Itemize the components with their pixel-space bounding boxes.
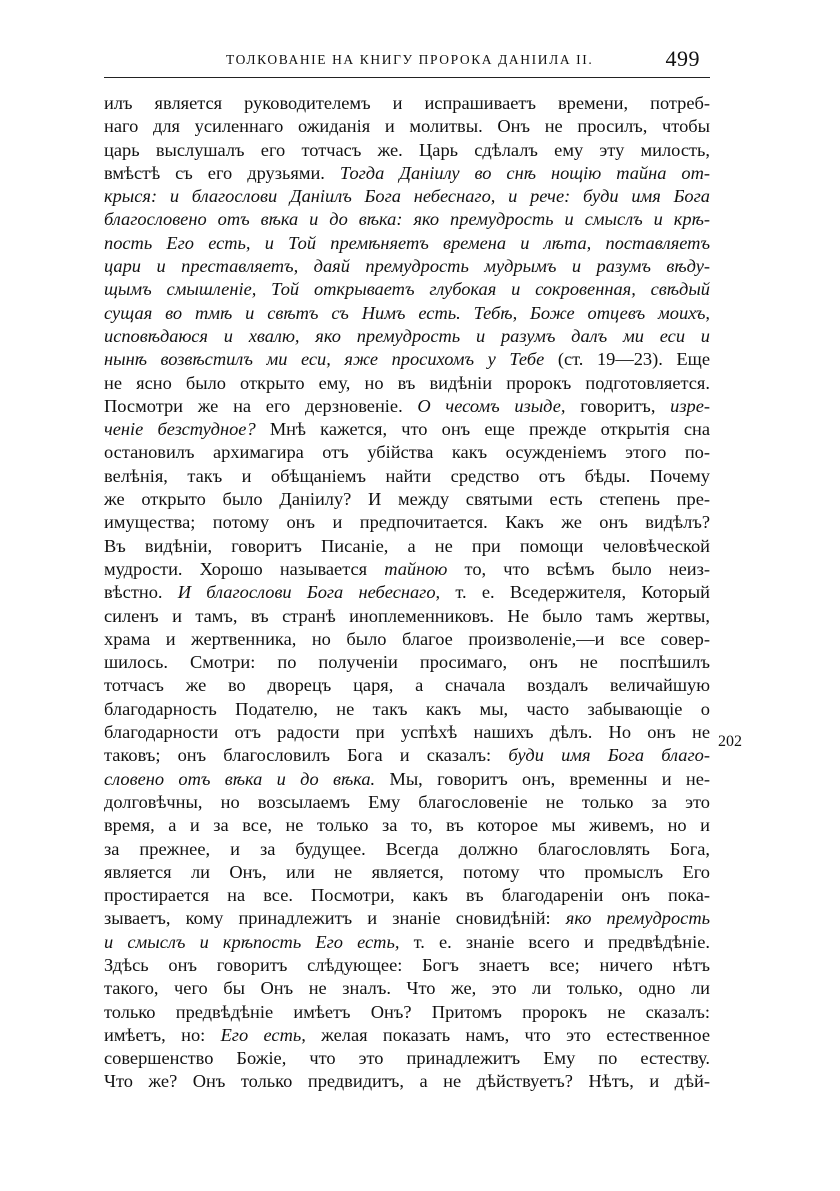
text-segment: храма и жертвенника, но было благое произволеніе,—и все совер- — [104, 628, 710, 649]
text-line — [104, 861, 710, 884]
text-segment: то, что всѣмъ было неиз- — [447, 558, 711, 579]
text-segment: такого, чего бы Онъ не зналъ. Что же, это ли только, одно ли — [104, 978, 710, 999]
italic-text-segment: Его есть, — [220, 1024, 306, 1045]
text-line — [104, 791, 710, 814]
text-line — [104, 395, 710, 418]
text-line — [104, 185, 710, 208]
page-number: 499 — [665, 46, 700, 71]
text-line — [104, 302, 710, 325]
text-segment: совершенство Божіе, что это принадлежитъ Ему по естеству. — [104, 1048, 710, 1069]
text-line — [104, 348, 710, 371]
text-line — [104, 814, 710, 837]
text-segment: вмѣстѣ съ его друзьями. — [104, 162, 340, 183]
text-segment: долговѣчны, но возсылаемъ Ему благословеніе не только за это — [104, 791, 710, 812]
text-line — [104, 628, 710, 651]
text-line — [104, 744, 710, 767]
margin-note: 202 — [718, 733, 742, 750]
italic-text-segment: словено отъ вѣка и до вѣка. — [104, 768, 376, 789]
text-line — [104, 535, 710, 558]
text-segment: желая показать намъ, что это естественное — [305, 1024, 710, 1045]
text-line — [104, 698, 710, 721]
text-line — [104, 581, 710, 604]
italic-text-segment: буди имя Бога благо- — [508, 745, 710, 766]
italic-text-segment: О чесомъ изыде, — [417, 395, 566, 416]
text-line — [104, 1001, 710, 1024]
text-line — [104, 558, 710, 581]
text-line — [104, 884, 710, 907]
italic-text-segment: яко премудрость — [565, 908, 710, 929]
italic-text-segment: И благослови Бога небеснаго, — [177, 582, 441, 603]
text-segment: (ст. 19—23). Еще — [544, 349, 710, 370]
body-text — [104, 92, 710, 1094]
text-line — [104, 1070, 710, 1093]
text-segment: говоритъ, — [565, 395, 671, 416]
text-segment: Мнѣ кажется, что онъ еще прежде открытія сна — [255, 419, 710, 440]
text-segment: таковъ; онъ благословилъ Бога и сказалъ: — [104, 745, 509, 766]
text-line — [104, 441, 710, 464]
text-line — [104, 605, 710, 628]
text-line — [104, 931, 710, 954]
text-line — [104, 232, 710, 255]
text-line — [104, 954, 710, 977]
text-segment: силенъ и тамъ, въ странѣ иноплеменниковъ. Не было тамъ жертвы, — [104, 605, 710, 626]
italic-text-segment: благословено отъ вѣка и до вѣка: яко премудрость и смыслъ и крѣ- — [104, 209, 710, 230]
text-line — [104, 674, 710, 697]
text-line — [104, 92, 710, 115]
text-line — [104, 418, 710, 441]
italic-text-segment: крыся: и благослови Даніилъ Бога небеснаго, и рече: буди имя Бога — [104, 186, 710, 207]
text-line — [104, 1047, 710, 1070]
text-segment: благодарность Подателю, не такъ какъ мы, часто забывающіе о — [104, 698, 710, 719]
text-segment: Здѣсь онъ говоритъ слѣдующее: Богъ знаетъ все; ничего нѣтъ — [104, 954, 710, 975]
text-line — [104, 208, 710, 231]
text-line — [104, 768, 710, 791]
italic-text-segment: щымъ смышленіе, Той открываетъ глубокая и сокровенная, свѣдый — [104, 279, 710, 300]
text-line — [104, 278, 710, 301]
text-segment: остановилъ архимагира отъ убійства какъ осужденіемъ этого по- — [104, 442, 710, 463]
text-segment: время, а и за все, не только за то, въ которое мы живемъ, но и — [104, 815, 710, 836]
text-segment: же открыто было Даніилу? И между святыми есть степень пре- — [104, 489, 710, 510]
text-segment: является ли Онъ, или не является, потому что промыслъ Его — [104, 861, 710, 882]
text-line — [104, 162, 710, 185]
text-segment: за прежнее, и за будущее. Всегда должно благословлять Бога, — [104, 838, 710, 859]
text-line — [104, 907, 710, 930]
italic-text-segment: нынѣ возвѣстилъ ми еси, яже просихомъ у Тебе — [104, 349, 545, 370]
italic-text-segment: цари и преставляетъ, даяй премудрость мудрымъ и разумъ вѣду- — [104, 256, 710, 277]
text-line — [104, 115, 710, 138]
text-segment: наго для усиленнаго ожиданія и молитвы. Онъ не просилъ, чтобы — [104, 116, 710, 137]
text-segment: мудрости. Хорошо называется — [104, 558, 385, 579]
text-line — [104, 977, 710, 1000]
text-line — [104, 488, 710, 511]
text-segment: не ясно было открыто ему, но въ видѣніи пророкъ подготовляется. — [104, 372, 710, 393]
text-segment: илъ является руководителемъ и испрашиваетъ времени, потреб- — [104, 93, 710, 113]
text-segment: тотчасъ же во дворецъ царя, а сначала воздалъ величайшую — [104, 675, 710, 696]
text-segment: шилось. Смотри: по полученіи просимаго, онъ не поспѣшилъ — [104, 652, 710, 673]
italic-text-segment: изре- — [670, 395, 711, 416]
text-line — [104, 325, 710, 348]
text-segment: т. е. Вседержителя, Который — [440, 582, 710, 603]
text-line — [104, 721, 710, 744]
text-segment: простирается на все. Посмотри, какъ въ благодареніи онъ пока- — [104, 885, 710, 906]
running-title: ТОЛКОВАНІЕ НА КНИГУ ПРОРОКА ДАНІИЛА II. — [226, 52, 594, 67]
italic-text-segment: ченіе безстудное? — [104, 419, 256, 440]
text-line — [104, 511, 710, 534]
italic-text-segment: сущая во тмѣ и свѣтъ съ Нимъ есть. Тебѣ, Боже отцевъ моихъ, — [104, 302, 710, 323]
text-segment: Въ видѣніи, говоритъ Писаніе, а не при помощи человѣческой — [104, 535, 710, 556]
text-line — [104, 651, 710, 674]
text-segment: т. е. знаніе всего и предвѣдѣніе. — [399, 931, 710, 952]
italic-text-segment: и смыслъ и крѣпость Его есть, — [104, 931, 400, 952]
text-segment: только предвѣдѣніе имѣетъ Онъ? Притомъ пророкъ не сказалъ: — [104, 1001, 710, 1022]
text-segment: Посмотри же на его дерзновеніе. — [104, 395, 418, 416]
text-line — [104, 838, 710, 861]
running-header — [104, 44, 710, 78]
text-line — [104, 255, 710, 278]
text-segment: имѣетъ, но: — [104, 1024, 221, 1045]
text-line — [104, 1024, 710, 1047]
text-segment: вѣстно. — [104, 582, 178, 603]
text-segment: зываетъ, кому принадлежитъ и знаніе сновидѣній: — [104, 908, 566, 929]
text-segment: имущества; потому онъ и предпочитается. Какъ же онъ видѣлъ? — [104, 512, 710, 533]
text-line — [104, 465, 710, 488]
text-segment: велѣнія, такъ и обѣщаніемъ найти средство отъ бѣды. Почему — [104, 465, 710, 486]
italic-text-segment: тайною — [384, 558, 448, 579]
text-segment: Что же? Онъ только предвидитъ, а не дѣйствуетъ? Нѣтъ, и дѣй- — [104, 1071, 710, 1092]
text-line — [104, 139, 710, 162]
italic-text-segment: Тогда Даніилу во снѣ нощію тайна от- — [339, 162, 710, 183]
text-segment: благодарности отъ радости при успѣхѣ нашихъ дѣлъ. Но онъ не — [104, 722, 710, 743]
text-line — [104, 372, 710, 395]
text-segment: царь выслушалъ его тотчасъ же. Царь сдѣлалъ ему эту милость, — [104, 139, 710, 160]
text-segment: Мы, говоритъ онъ, временны и не- — [375, 768, 710, 789]
italic-text-segment: пость Его есть, и Той премѣняетъ времена и лѣта, поставляетъ — [104, 232, 710, 253]
italic-text-segment: исповѣдаюся и хвалю, яко премудрость и разумъ далъ ми еси и — [104, 325, 710, 346]
